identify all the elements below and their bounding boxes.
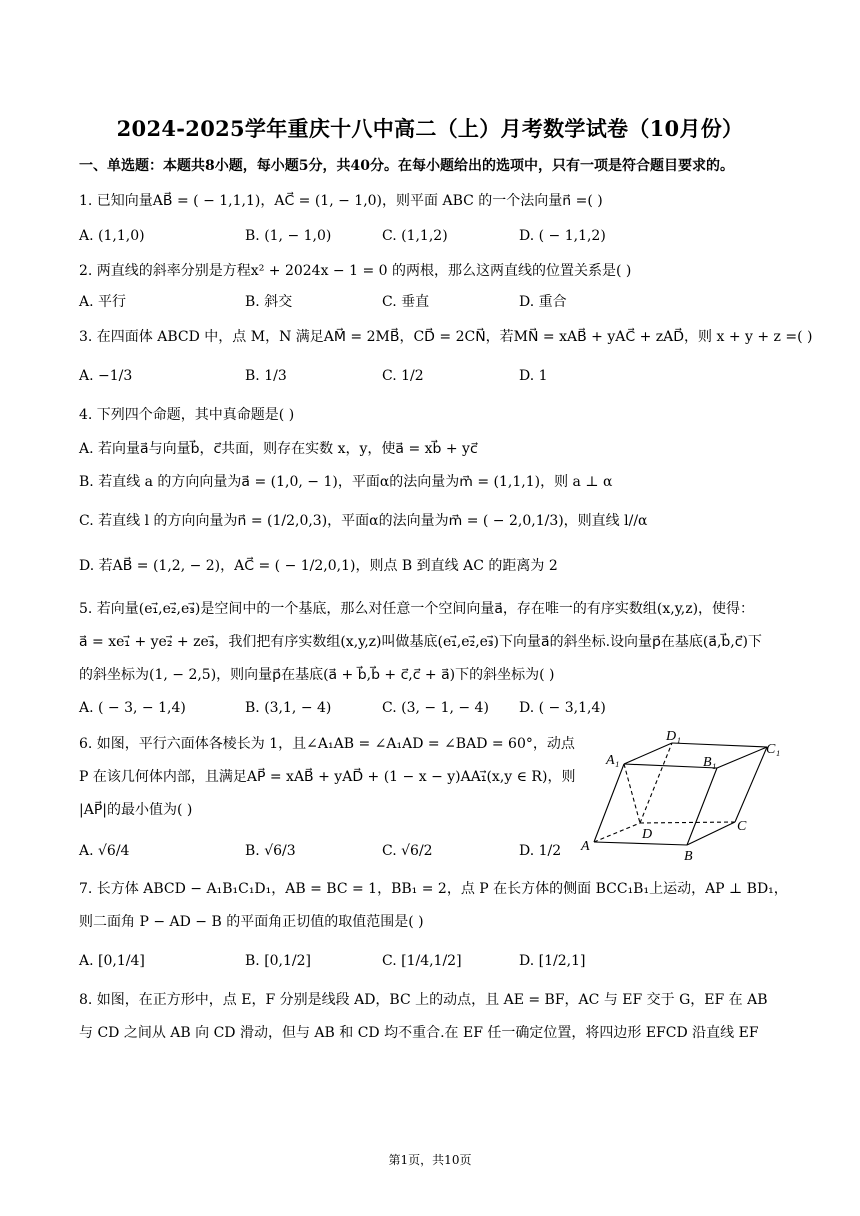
q5-option-d: D. ( − 3,1,4) [519,700,606,716]
q2-option-d: D. 重合 [519,294,567,310]
label-b: B [684,849,693,862]
question-5-line-1: 5. 若向量(e₁⃗,e₂⃗,e₃⃗)是空间中的一个基底，那么对任意一个空间向量a⃗，存在唯一的有序实数组(x,y,z)，使得： [79,601,755,617]
question-8-line-2: 与 CD 之间从 AB 向 CD 滑动，但与 AB 和 CD 均不重合.在 EF 任一确定位置，将四边形 EFCD 沿直线 EF [79,1025,759,1041]
q4-option-d: D. 若AB⃗ = (1,2, − 2)，AC⃗ = ( − 1/2,0,1)，则点 B 到直线 AC 的距离为 2 [79,558,558,574]
q4-option-a: A. 若向量a⃗与向量b⃗，c⃗共面，则存在实数 x，y，使a⃗ = xb⃗ + yc⃗ [79,441,478,457]
parallelepiped-figure [580,726,786,862]
q3-option-b: B. 1/3 [245,368,287,384]
edge-dc [640,822,735,823]
q3-option-d: D. 1 [519,368,548,384]
q2-option-b: B. 斜交 [245,294,293,310]
label-a: A [581,839,590,854]
question-6-line-3: |AP⃗|的最小值为( ) [79,802,193,818]
question-7-line-1: 7. 长方体 ABCD − A₁B₁C₁D₁，AB = BC = 1，BB₁ = 2，点 P 在长方体的侧面 BCC₁B₁上运动，AP ⊥ BD₁， [79,881,788,897]
question-7-line-2: 则二面角 P − AD − B 的平面角正切值的取值范围是( ) [79,914,424,930]
q7-option-d: D. [1/2,1] [519,953,586,969]
q6-option-c: C. √6/2 [382,843,433,859]
question-6-line-1: 6. 如图，平行六面体各棱长为 1，且∠A₁AB = ∠A₁AD = ∠BAD = 60°，动点 [79,736,575,752]
q7-option-b: B. [0,1/2] [245,953,312,969]
label-c: C [737,819,747,834]
edge-ad [594,823,640,842]
label-c1: C₁ [766,742,781,757]
q1-option-c: C. (1,1,2) [382,228,448,244]
q3-option-c: C. 1/2 [382,368,424,384]
edge-bb1 [687,768,717,845]
edge-aa1 [594,764,624,842]
question-8-line-1: 8. 如图，在正方形中，点 E，F 分别是线段 AD，BC 上的动点，且 AE = BF，AC 与 EF 交于 G，EF 在 AB [79,992,768,1008]
q6-option-b: B. √6/3 [245,843,296,859]
q4-option-b: B. 若直线 a 的方向向量为a⃗ = (1,0, − 1)，平面α的法向量为m⃗ = (1,1,1)，则 a ⊥ α [79,474,613,490]
diagonal-a1d [624,764,640,823]
question-6-line-2: P 在该几何体内部，且满足AP⃗ = xAB⃗ + yAD⃗ + (1 − x − y)AA₁⃗(x,y ∈ R)，则 [79,769,576,785]
question-4-stem: 4. 下列四个命题，其中真命题是( ) [79,407,295,423]
q1-option-d: D. ( − 1,1,2) [519,228,606,244]
question-3-stem: 3. 在四面体 ABCD 中，点 M，N 满足AM⃗ = 2MB⃗，CD⃗ = 2CN⃗，若MN⃗ = xAB⃗ + yAC⃗ + zAD⃗，则 x + y + z =( ) [79,329,813,345]
edge-ab [594,842,687,845]
label-d: D [642,827,653,842]
q1-option-b: B. (1, − 1,0) [245,228,332,244]
question-5-line-2: a⃗ = xe₁⃗ + ye₂⃗ + ze₃⃗，我们把有序实数组(x,y,z)叫做基底(e₁⃗,e₂⃗,e₃⃗)下向量a⃗的斜坐标.设向量p⃗在基底(a⃗,b⃗,c⃗)下 [79,634,762,650]
q7-option-a: A. [0,1/4] [79,953,145,969]
page-footer: 第1页，共10页 [388,1153,472,1167]
page-title: 2024-2025学年重庆十八中高二（上）月考数学试卷（10月份） [116,116,744,141]
label-a1: A₁ [606,753,620,768]
label-d1: D₁ [666,729,681,744]
q2-option-a: A. 平行 [79,294,127,310]
q5-option-a: A. ( − 3, − 1,4) [79,700,186,716]
q1-option-a: A. (1,1,0) [79,228,145,244]
question-5-line-3: 的斜坐标为(1, − 2,5)，则向量p⃗在基底(a⃗ + b⃗,b⃗ + c⃗,c⃗ + a⃗)下的斜坐标为( ) [79,667,555,683]
edge-d1c1 [672,743,767,747]
q7-option-c: C. [1/4,1/2] [382,953,462,969]
question-2-stem: 2. 两直线的斜率分别是方程x² + 2024x − 1 = 0 的两根，那么这两直线的位置关系是( ) [79,263,632,279]
q4-option-c: C. 若直线 l 的方向向量为n⃗ = (1/2,0,3)，平面α的法向量为m⃗ = ( − 2,0,1/3)，则直线 l//α [79,513,648,529]
q6-option-a: A. √6/4 [79,843,130,859]
question-1-stem: 1. 已知向量AB⃗ = ( − 1,1,1)，AC⃗ = (1, − 1,0)，则平面 ABC 的一个法向量n⃗ =( ) [79,193,603,209]
q3-option-a: A. −1/3 [79,368,133,384]
section-heading: 一、单选题：本题共8小题，每小题5分，共40分。在每小题给出的选项中，只有一项是符合题目要求的。 [79,158,734,174]
q2-option-c: C. 垂直 [382,294,430,310]
q6-option-d: D. 1/2 [519,843,562,859]
q5-option-c: C. (3, − 1, − 4) [382,700,489,716]
q5-option-b: B. (3,1, − 4) [245,700,332,716]
label-b1: B₁ [703,755,717,770]
